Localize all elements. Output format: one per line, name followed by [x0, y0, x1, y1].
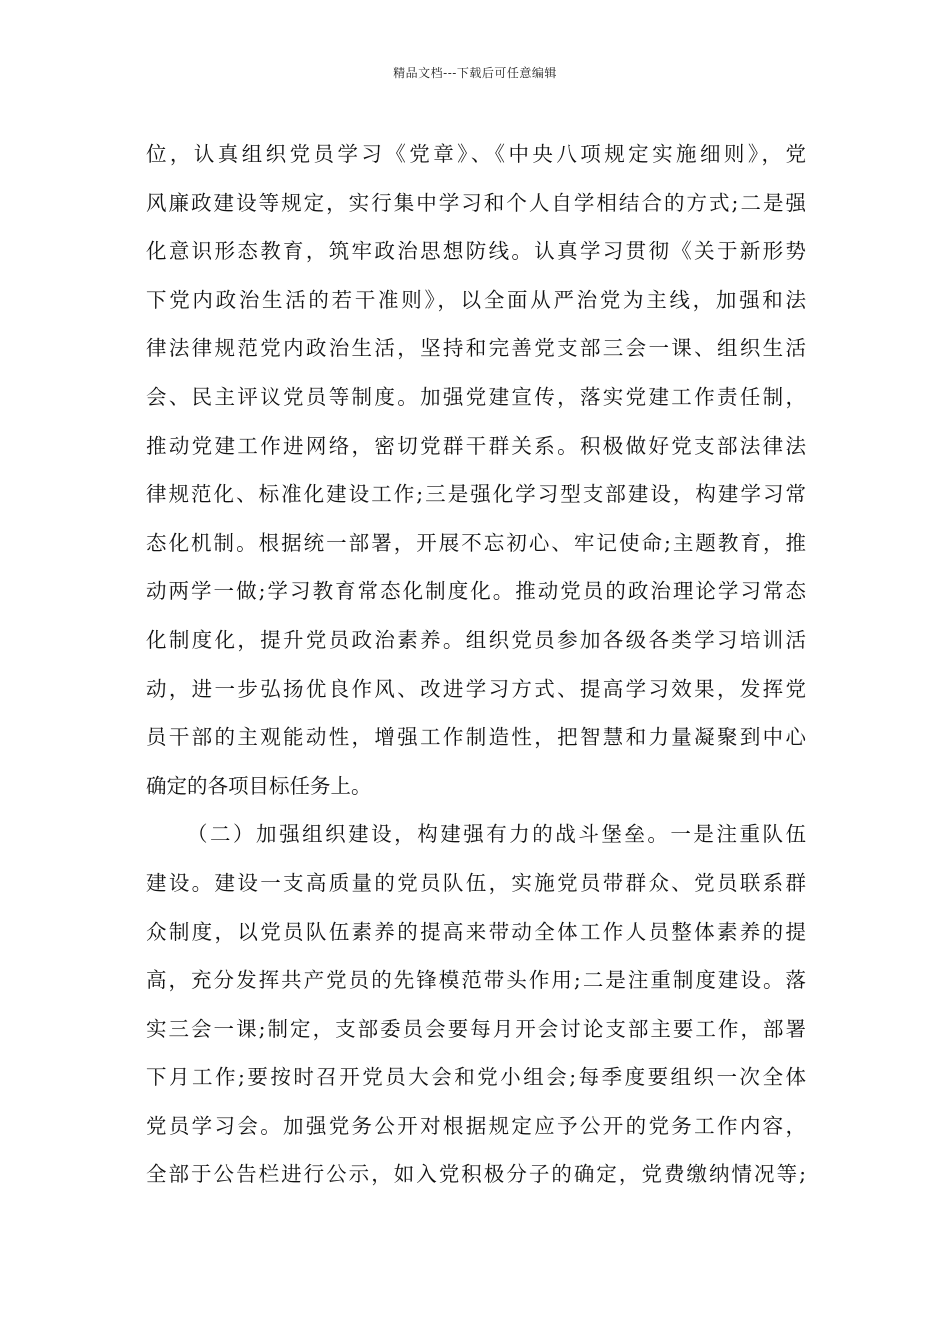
text-line: 推动党建工作进网络，密切党群干群关系。积极做好党支部法律法 — [146, 433, 806, 458]
text-line: 风廉政建设等规定，实行集中学习和个人自学相结合的方式;二是强 — [146, 190, 806, 215]
text-line: 建设。建设一支高质量的党员队伍，实施党员带群众、党员联系群 — [146, 870, 806, 895]
text-line: 动两学一做;学习教育常态化制度化。推动党员的政治理论学习常态 — [146, 579, 806, 604]
text-line: 动，进一步弘扬优良作风、改进学习方式、提高学习效果，发挥党 — [146, 676, 806, 701]
text-line: 会、民主评议党员等制度。加强党建宣传，落实党建工作责任制， — [146, 384, 806, 409]
text-line: 党员学习会。加强党务公开对根据规定应予公开的党务工作内容， — [146, 1113, 806, 1138]
text-line: 员干部的主观能动性，增强工作制造性，把智慧和力量凝聚到中心 — [146, 725, 806, 750]
text-line: 高，充分发挥共产党员的先锋模范带头作用;二是注重制度建设。落 — [146, 968, 806, 993]
page-header: 精品文档---下载后可任意编辑 — [393, 66, 557, 80]
text-line: 律法律规范党内政治生活，坚持和完善党支部三会一课、组织生活 — [146, 336, 806, 361]
text-line: 化制度化，提升党员政治素养。组织党员参加各级各类学习培训活 — [146, 627, 806, 652]
text-line: 态化机制。根据统一部署，开展不忘初心、牢记使命;主题教育，推 — [146, 530, 806, 555]
text-line: 下月工作;要按时召开党员大会和党小组会;每季度要组织一次全体 — [146, 1065, 806, 1090]
text-line: 确定的各项目标任务上。 — [146, 773, 372, 798]
text-line: （二）加强组织建设，构建强有力的战斗堡垒。一是注重队伍 — [187, 822, 806, 847]
paragraph-2 — [146, 810, 806, 1199]
text-line: 律规范化、标准化建设工作;三是强化学习型支部建设，构建学习常 — [146, 482, 806, 507]
text-line: 全部于公告栏进行公示，如入党积极分子的确定，党费缴纳情况等; — [146, 1162, 806, 1187]
paragraph-1 — [146, 130, 806, 810]
text-line: 位，认真组织党员学习《党章》、《中央八项规定实施细则》，党 — [146, 142, 806, 166]
text-line: 下党内政治生活的若干准则》，以全面从严治党为主线，加强和法 — [146, 287, 806, 312]
document-body — [146, 130, 806, 1199]
text-line: 化意识形态教育，筑牢政治思想防线。认真学习贯彻《关于新形势 — [146, 239, 806, 264]
text-line: 实三会一课;制定，支部委员会要每月开会讨论支部主要工作，部署 — [146, 1016, 806, 1041]
text-line: 众制度，以党员队伍素养的提高来带动全体工作人员整体素养的提 — [146, 919, 806, 944]
